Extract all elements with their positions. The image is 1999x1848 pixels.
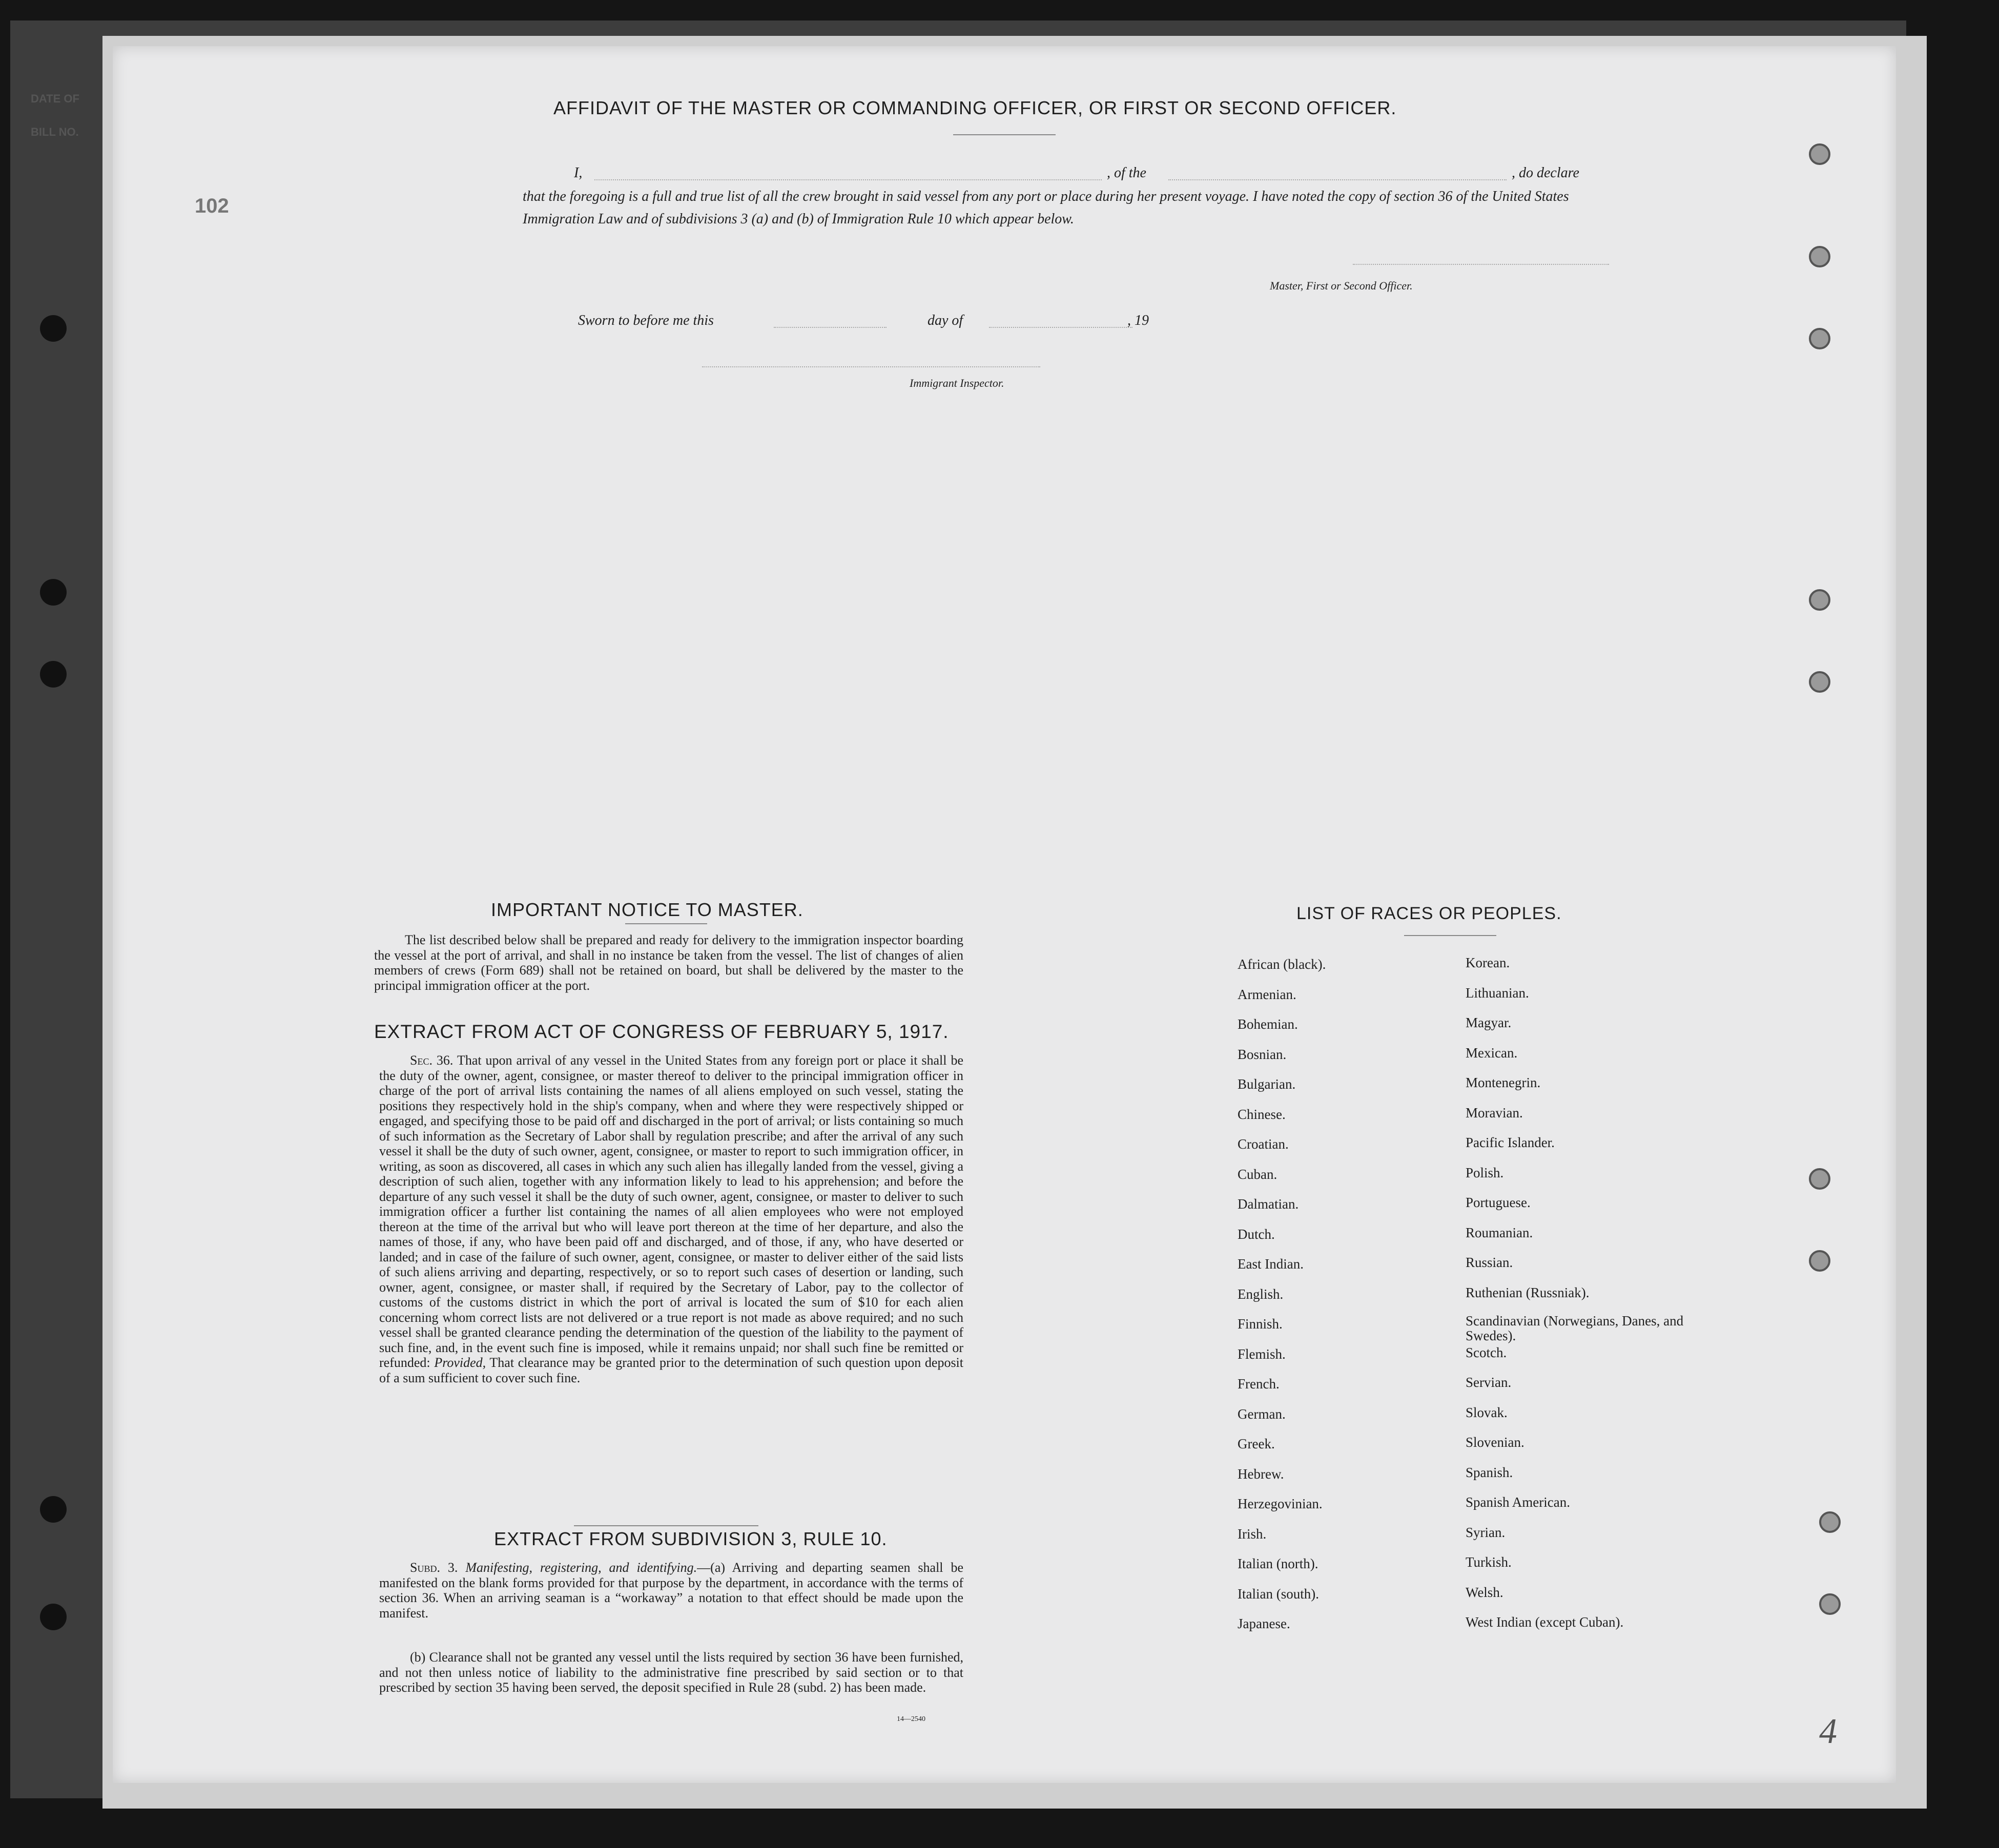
race-item: Scandinavian (Norwegians, Danes, and Swedes).: [1466, 1313, 1684, 1343]
year-label: , 19: [1127, 313, 1149, 328]
punch-hole: [1809, 328, 1830, 349]
section-body: That upon arrival of any vessel in the United States from any foreign port or place it shall be the duty of the owner, agent, consignee, or master thereof to deliver to the principal immigration officer in charge of the port of arrival lists containing the names of all aliens employed on such vessel, stating the positions they respectively hold in the ship's company, when and where they were respectively shipped or engaged, and specifying those to be paid off and discharged in the port of arrival; or lists containing so much of such information as the Secretary of Labor shall by regulation prescribe; and after the arrival of any such vessel it shall be the duty of such owner, agent, consignee, or master to report to such immigration officer, in writing, as soon as discovered, all cases in which any such alien has illegally landed from the vessel, giving a description of such alien, together with any information likely to lead to his apprehension; and before the departure of any such vessel it shall be the duty of such owner, agent, consignee, or master to deliver to such immigration officer a further list containing the names of all alien employees who were not employed thereon at the time of the arrival but who will leave port thereon at the time of her departure, and also the names of those, if any, who have been paid off and discharged, and of those, if any, who have deserted or landed; and in case of the failure of such owner, agent, consignee, or master to deliver either of the said lists of such aliens arriving and departing, respectively, or so to report such cases of desertion or landing, such owner, agent, consignee, or master shall, if required by the Secretary of Labor, pay to the collector of customs of the customs district in which the port of arrival is located the sum of $10 for each alien concerning whom correct lists are not delivered or a true report is not made as above required; and no such vessel shall be granted clearance pending the determination of the question of the liability to the payment of such fine, and, in the event such fine is imposed, while it remains unpaid; nor shall such fine be remitted or refunded:: [379, 1053, 963, 1370]
divider: [574, 1525, 758, 1526]
race-item: Korean.: [1466, 955, 1510, 970]
race-item: Servian.: [1466, 1375, 1512, 1390]
race-item: German.: [1238, 1406, 1286, 1422]
affidavit-body: that the foregoing is a full and true list of all the crew brought in said vessel from any port or place during her present voyage. I have noted the copy of section 36 of the United States Immigration Law and of subdivisions 3 (a) and (b) of Immigration Rule 10 which appear below.: [523, 189, 1569, 227]
punch-hole: [1809, 671, 1830, 693]
signature-label: Master, First or Second Officer.: [1270, 279, 1413, 292]
race-item: Hebrew.: [1238, 1466, 1284, 1482]
race-item: Cuban.: [1238, 1166, 1277, 1182]
punch-hole: [1809, 1168, 1830, 1190]
race-item: Spanish.: [1466, 1464, 1513, 1480]
divider: [625, 923, 707, 924]
extract-rule-title: EXTRACT FROM SUBDIVISION 3, RULE 10.: [494, 1528, 888, 1549]
race-item: Bosnian.: [1238, 1046, 1287, 1062]
race-item: English.: [1238, 1286, 1284, 1302]
binder-hole: [40, 1604, 67, 1630]
race-item: Mexican.: [1466, 1045, 1518, 1061]
race-item: Armenian.: [1238, 986, 1296, 1002]
race-item: Turkish.: [1466, 1554, 1512, 1570]
inspector-label: Immigrant Inspector.: [910, 377, 1004, 389]
punch-hole: [1819, 1511, 1841, 1533]
race-item: Ruthenian (Russniak).: [1466, 1284, 1590, 1300]
signature-blank: [1353, 264, 1609, 265]
affidavit-title: AFFIDAVIT OF THE MASTER OR COMMANDING OFFICER, OR FIRST OR SECOND OFFICER.: [553, 97, 1397, 118]
affidavit-i: I,: [574, 165, 583, 181]
edge-mark: DATE OF: [31, 92, 79, 105]
punch-hole: [1809, 246, 1830, 267]
inspector-blank: [702, 366, 1040, 367]
race-item: Moravian.: [1466, 1105, 1523, 1120]
extract-act-title: EXTRACT FROM ACT OF CONGRESS OF FEBRUARY 5, 1917.: [374, 1021, 949, 1042]
race-item: Lithuanian.: [1466, 985, 1529, 1001]
punch-hole: [1809, 589, 1830, 611]
binder-hole: [40, 579, 67, 606]
notice-title: IMPORTANT NOTICE TO MASTER.: [491, 899, 803, 920]
race-item: Flemish.: [1238, 1346, 1286, 1362]
race-item: West Indian (except Cuban).: [1466, 1614, 1624, 1630]
race-item: Japanese.: [1238, 1616, 1290, 1631]
races-left-column: [1238, 956, 1326, 1645]
race-item: Spanish American.: [1466, 1494, 1570, 1510]
race-item: Russian.: [1466, 1255, 1513, 1270]
proviso-text: That clearance may be granted prior to the determination of such question upon deposit of a sum sufficient to cover such fine.: [379, 1355, 964, 1385]
page-number: 102: [195, 195, 229, 217]
punch-hole: [1809, 143, 1830, 165]
punch-hole: [1819, 1593, 1841, 1615]
races-title: LIST OF RACES OR PEOPLES.: [1296, 904, 1562, 923]
subd-label: Subd. 3.: [410, 1560, 458, 1575]
race-item: Italian (north).: [1238, 1556, 1318, 1571]
race-item: Syrian.: [1466, 1524, 1506, 1540]
race-item: Montenegrin.: [1466, 1075, 1541, 1090]
subd-para-a: —(a) Arriving and departing seamen shall be manifested on the blank forms provided for that purpose by the department, in accordance with the terms of section 36. When an arriving seaman is a “workaway” a notation to that effect should be made upon the manifest.: [379, 1560, 963, 1621]
binder-hole: [40, 315, 67, 342]
proviso-word: Provided,: [434, 1355, 486, 1370]
race-item: Bulgarian.: [1238, 1076, 1296, 1092]
race-item: Bohemian.: [1238, 1016, 1298, 1032]
race-item: Portuguese.: [1466, 1195, 1531, 1210]
subd-heading: Manifesting, registering, and identifying.: [465, 1560, 697, 1575]
divider: [1404, 935, 1496, 936]
edge-mark: BILL NO.: [31, 126, 79, 138]
race-item: Magyar.: [1466, 1015, 1512, 1030]
races-right-column: [1466, 954, 1686, 1644]
rule-para-b: (b) Clearance shall not be granted any vessel until the lists required by section 36 have been furnished, and not then unless notice of liability to the administrative fine prescribed by said section or to that prescribed by section 35 having been served, the deposit specified in Rule 28 (subd. 2) has been made.: [379, 1650, 963, 1695]
race-item: French.: [1238, 1376, 1280, 1392]
race-item: Irish.: [1238, 1526, 1267, 1542]
section-label: Sec. 36.: [410, 1053, 454, 1068]
race-item: Finnish.: [1238, 1316, 1283, 1332]
sworn-label: Sworn to before me this: [578, 313, 714, 328]
month-blank: [989, 327, 1132, 328]
race-item: Dalmatian.: [1238, 1196, 1299, 1212]
binder-hole: [40, 661, 67, 688]
day-blank: [774, 327, 887, 328]
race-item: Greek.: [1238, 1436, 1275, 1451]
race-item: Croatian.: [1238, 1136, 1289, 1152]
race-item: Pacific Islander.: [1466, 1135, 1555, 1150]
notice-text: The list described below shall be prepared and ready for delivery to the immigration inspector boarding the vessel at the port of arrival, and shall in no instance be taken from the vessel. The list of changes of alien members of crews (Form 689) shall not be retained on board, but shall be delivered by the master to the principal immigration officer at the port.: [374, 932, 963, 993]
day-of-label: day of: [928, 313, 963, 328]
race-item: East Indian.: [1238, 1256, 1304, 1272]
race-item: Italian (south).: [1238, 1586, 1319, 1602]
punch-hole: [1809, 1250, 1830, 1272]
form-number: 14—2540: [897, 1715, 925, 1723]
document-page: [113, 46, 1896, 1783]
race-item: Scotch.: [1466, 1344, 1507, 1360]
race-item: African (black).: [1238, 957, 1326, 972]
extract-act-text: [379, 1053, 963, 1385]
binder-hole: [40, 1496, 67, 1523]
race-item: Dutch.: [1238, 1226, 1275, 1242]
name-blank: [594, 179, 1102, 180]
race-item: Herzegovinian.: [1238, 1496, 1323, 1511]
race-item: Roumanian.: [1466, 1224, 1533, 1240]
affidavit-declare: , do declare: [1512, 165, 1579, 181]
race-item: Polish.: [1466, 1165, 1504, 1180]
race-item: Slovenian.: [1466, 1435, 1524, 1450]
rule-para-a: [379, 1560, 963, 1621]
race-item: Slovak.: [1466, 1404, 1508, 1420]
race-item: Welsh.: [1466, 1584, 1503, 1600]
divider: [953, 134, 1056, 135]
race-item: Chinese.: [1238, 1106, 1286, 1122]
handwritten-mark: 4: [1819, 1712, 1837, 1751]
vessel-blank: [1168, 179, 1507, 180]
affidavit-of-the: , of the: [1107, 165, 1146, 181]
